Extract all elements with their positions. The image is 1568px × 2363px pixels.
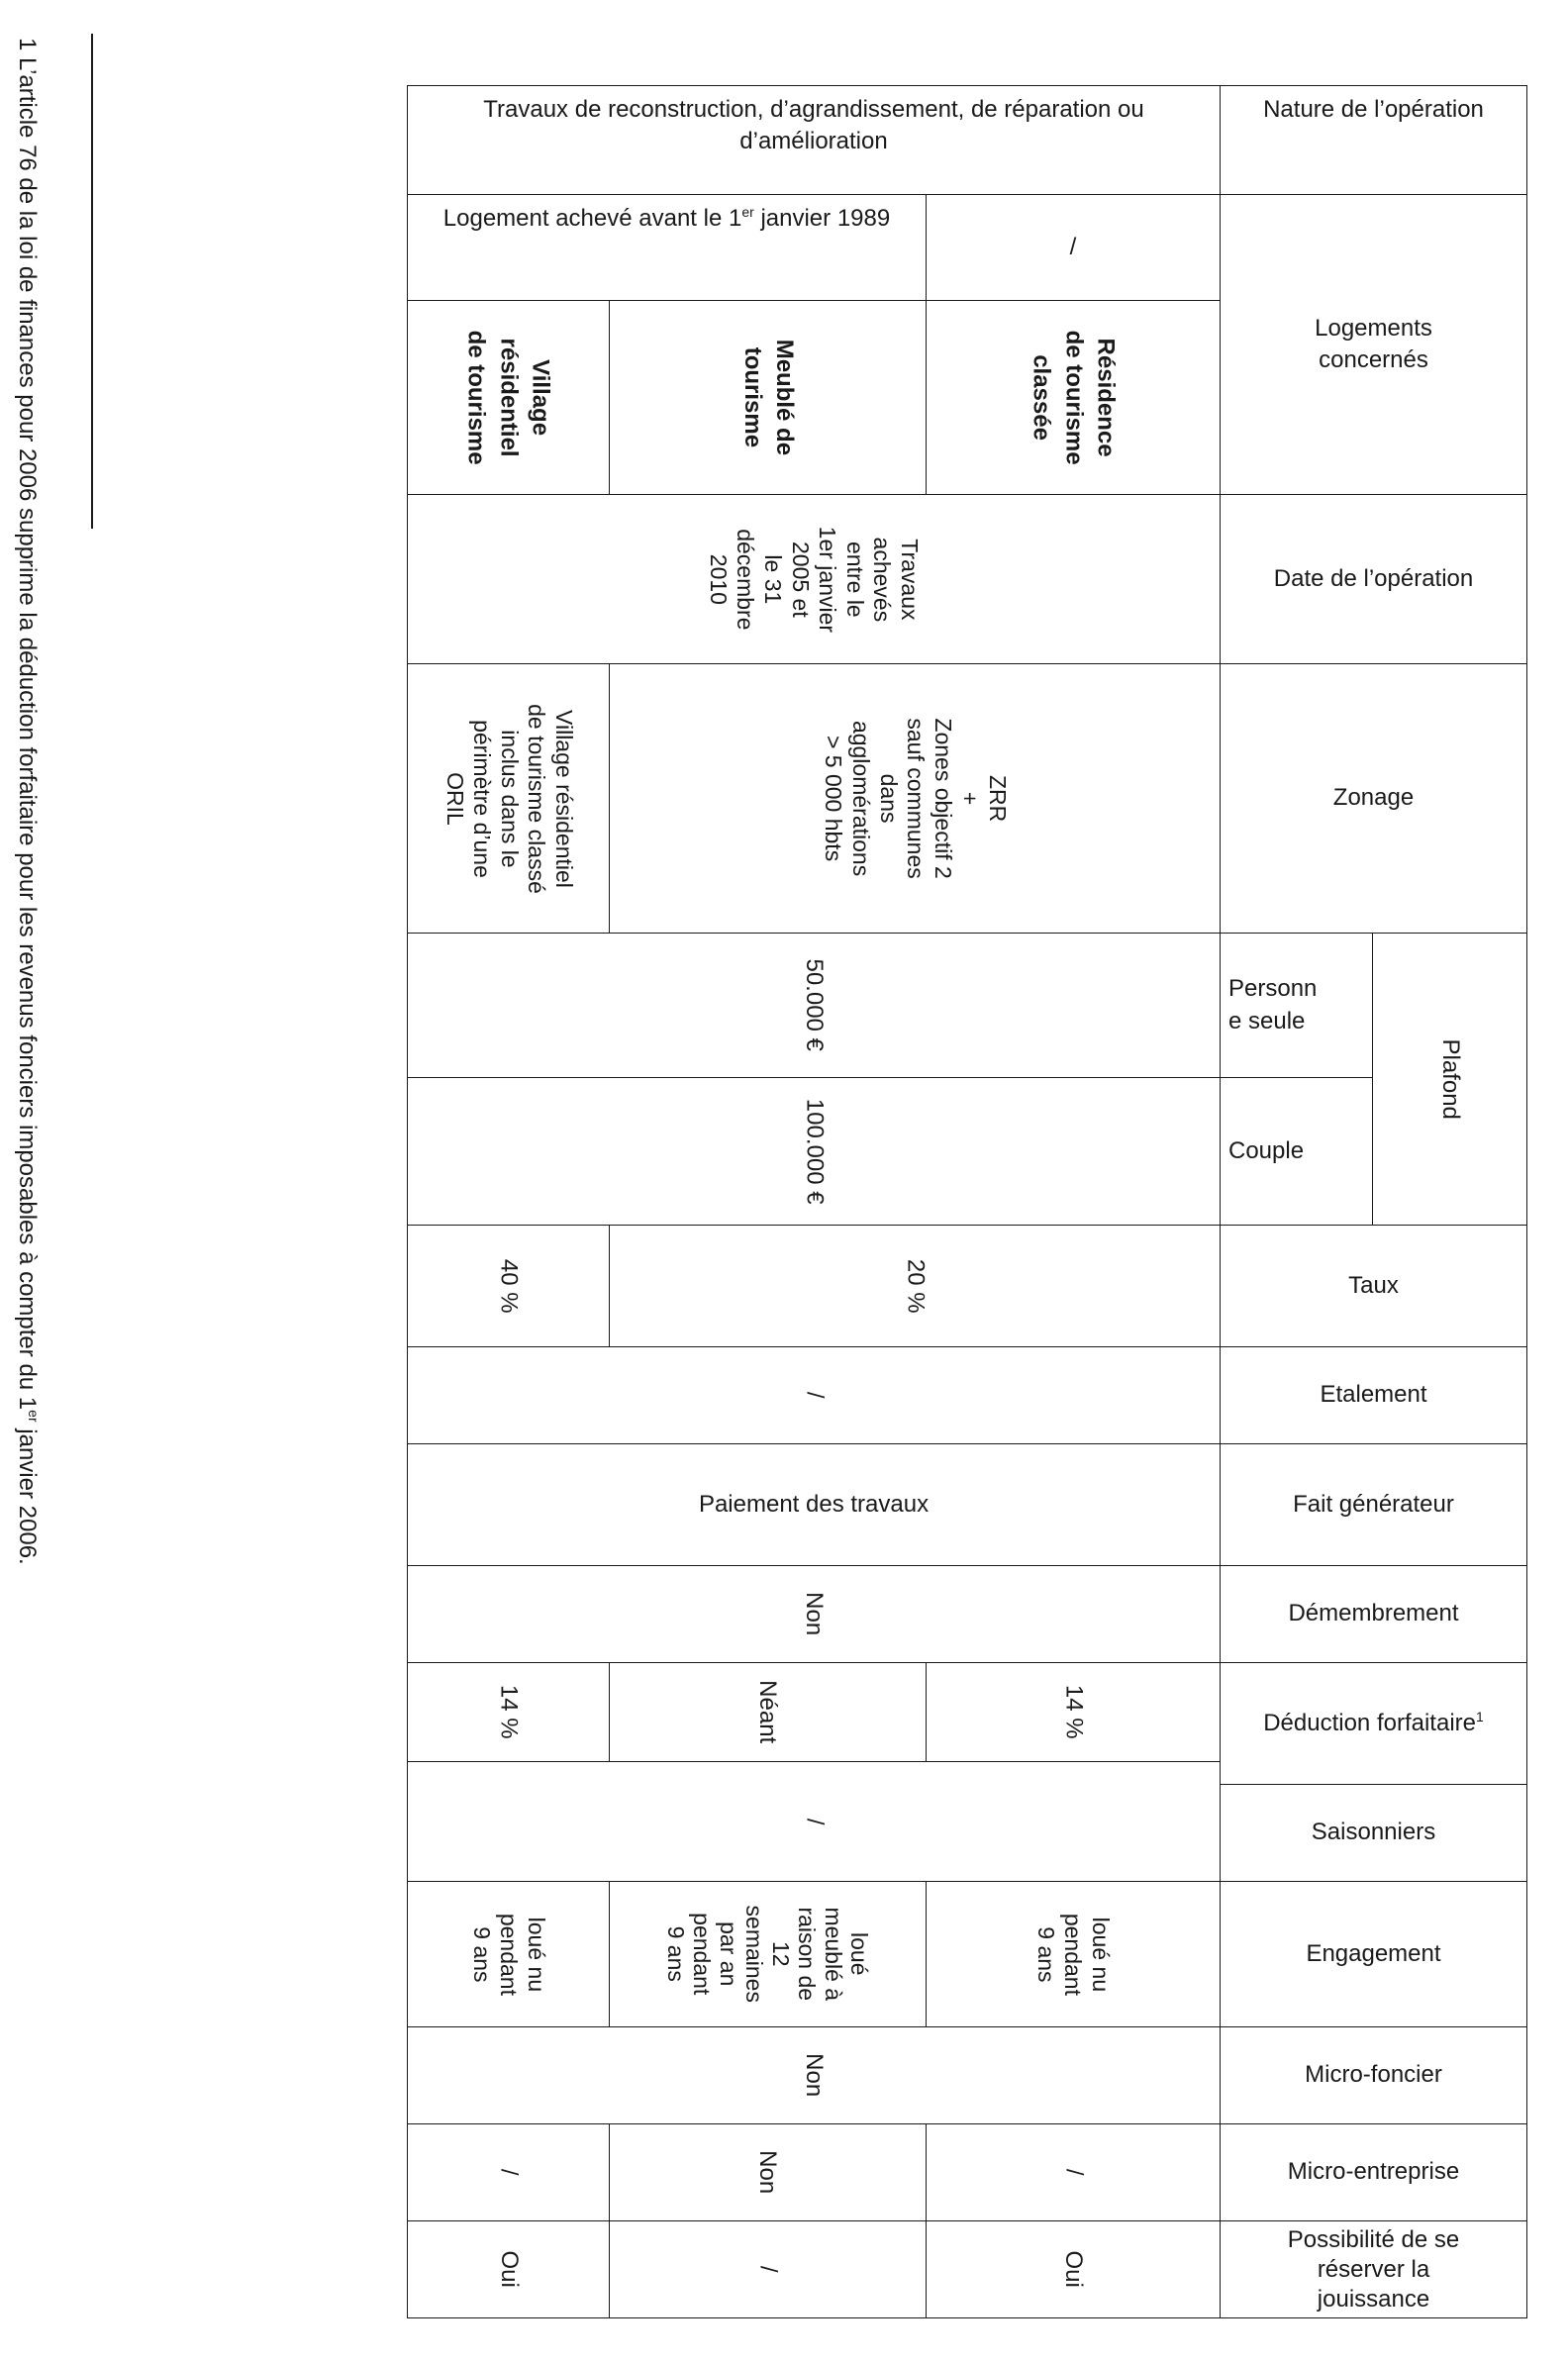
fait-generateur-value-cell [407, 1443, 1221, 1566]
date-value-cell [407, 494, 1221, 664]
logements-concernes-label: Logements concernés [1315, 314, 1432, 373]
taux-village-cell [407, 1225, 610, 1347]
fait-generateur-value: Paiement des travaux [698, 1490, 930, 1518]
etalement-value-cell [407, 1346, 1221, 1444]
saisonniers-value: / [801, 1818, 829, 1825]
plafond-label-cell [1372, 933, 1527, 1226]
deduction-label: Déduction forfaitaire$^1$ [1263, 1708, 1484, 1736]
plafond-seule-value-cell [407, 933, 1221, 1078]
plafond-label: Plafond [1436, 1038, 1464, 1120]
engagement-residence-cell [926, 1881, 1221, 2027]
footnote-separator-line [91, 34, 93, 529]
engagement-village: loué nu pendant 9 ans [468, 1913, 549, 1996]
micro-foncier-value: Non [801, 2053, 829, 2098]
fait-generateur-label-cell [1220, 1443, 1527, 1566]
type-residence: Résidence de tourisme classée [1028, 330, 1120, 465]
micro-foncier-value-cell [407, 2026, 1221, 2124]
deduction-village-cell [407, 1662, 610, 1762]
date-label-cell [1220, 494, 1527, 664]
header-title-cell [407, 85, 1221, 195]
logement-slash: / [1069, 233, 1077, 260]
deduction-residence: 14 % [1060, 1685, 1088, 1739]
header-nature: Nature de l’opération [1263, 96, 1484, 123]
engagement-label-cell [1220, 1881, 1527, 2027]
saisonniers-value-cell [407, 1761, 1221, 1882]
footnote-text-before: L’article 76 de la loi de finances pour 2006 supprime la déduction forfaitaire pour les revenus fonciers imposables à compter du 1 [14, 50, 41, 1411]
zonage-label-cell [1220, 663, 1527, 934]
zonage-village: Village résidentiel de tourisme classé inclus dans le périmètre d’une ORIL [441, 703, 577, 894]
footnote-sup: er [26, 1410, 42, 1423]
reserver-label: Possibilité de se réserver la jouissance [1287, 2225, 1460, 2313]
logements-concernes-cell [1220, 194, 1527, 495]
personne-seule-label: Personn e seule [1228, 975, 1318, 1034]
micro-entreprise-residence: / [1060, 2169, 1088, 2176]
etalement-value: / [801, 1392, 829, 1399]
engagement-residence: loué nu pendant 9 ans [1033, 1913, 1115, 1996]
micro-entreprise-meuble-cell [609, 2123, 927, 2221]
micro-entreprise-residence-cell [926, 2123, 1221, 2221]
logement-acheve: Logement achevé avant le 1er janvier 1989 [442, 204, 891, 232]
type-village: Village résidentiel de tourisme [463, 330, 555, 465]
etalement-label: Etalement [1320, 1381, 1427, 1409]
plafond-couple-value: 100.000 € [801, 1098, 829, 1205]
date-value: Travaux achevés entre le 1er janvier 2005 et le 31 décembre 2010 [706, 526, 924, 633]
reserver-meuble-cell [609, 2220, 927, 2318]
footnote [13, 38, 42, 1565]
micro-foncier-label-cell [1220, 2026, 1527, 2124]
engagement-meuble-cell [609, 1881, 927, 2027]
micro-foncier-label: Micro-foncier [1305, 2061, 1442, 2089]
micro-entreprise-meuble: Non [754, 2150, 782, 2195]
logement-slash-cell [926, 194, 1221, 301]
micro-entreprise-village-cell [407, 2123, 610, 2221]
taux-label-cell [1220, 1225, 1527, 1347]
type-village-cell [407, 300, 610, 495]
plafond-seule-value: 50.000 € [801, 958, 829, 1052]
deduction-footnote-ref: 1 [1475, 1708, 1484, 1724]
taux-main: 20 % [902, 1258, 930, 1314]
plafond-couple-value-cell [407, 1077, 1221, 1226]
reserver-village: Oui [495, 2250, 523, 2289]
header-title: Travaux de reconstruction, d’agrandissement, de réparation ou d’amélioration [483, 96, 1144, 155]
couple-label: Couple [1228, 1136, 1305, 1164]
reserver-label-cell [1220, 2220, 1527, 2318]
type-residence-cell [926, 300, 1221, 495]
reserver-village-cell [407, 2220, 610, 2318]
taux-label: Taux [1348, 1271, 1399, 1299]
micro-entreprise-village: / [495, 2169, 523, 2176]
fait-generateur-label: Fait générateur [1293, 1490, 1454, 1518]
taux-main-cell [609, 1225, 1221, 1347]
type-meuble-cell [609, 300, 927, 495]
micro-entreprise-label: Micro-entreprise [1287, 2158, 1460, 2186]
saisonniers-label: Saisonniers [1311, 1819, 1436, 1846]
zonage-label: Zonage [1332, 784, 1415, 812]
reserver-meuble: / [754, 2266, 782, 2273]
reserver-residence-cell [926, 2220, 1221, 2318]
personne-seule-cell [1220, 933, 1373, 1078]
demembrement-label: Démembrement [1288, 1600, 1459, 1627]
footnote-marker: 1 [14, 38, 41, 51]
etalement-label-cell [1220, 1346, 1527, 1444]
deduction-label-cell [1220, 1662, 1527, 1785]
date-label: Date de l’opération [1273, 564, 1474, 592]
type-meuble: Meublé de tourisme [738, 339, 798, 456]
reserver-residence: Oui [1060, 2250, 1088, 2289]
engagement-label: Engagement [1306, 1939, 1441, 1967]
zonage-village-cell [407, 663, 610, 934]
couple-cell [1220, 1077, 1373, 1226]
logement-acheve-cell [407, 194, 927, 301]
engagement-village-cell [407, 1881, 610, 2027]
deduction-meuble: Néant [754, 1680, 782, 1744]
footnote-text-after: janvier 2006. [14, 1422, 41, 1565]
zonage-main-cell [609, 663, 1221, 934]
saisonniers-label-cell [1220, 1784, 1527, 1882]
micro-entreprise-label-cell [1220, 2123, 1527, 2221]
demembrement-label-cell [1220, 1565, 1527, 1663]
deduction-residence-cell [926, 1662, 1221, 1762]
demembrement-value-cell [407, 1565, 1221, 1663]
engagement-meuble: loué meublé à raison de 12 semaines par an pendant 9 ans [663, 1905, 873, 2004]
deduction-village: 14 % [495, 1685, 523, 1739]
taux-village: 40 % [495, 1258, 523, 1314]
zonage-main: ZRR + Zones objectif 2 sauf communes dans agglomérations > 5 000 hbts [821, 718, 1011, 879]
header-nature-cell [1220, 85, 1527, 195]
deduction-meuble-cell [609, 1662, 927, 1762]
demembrement-value: Non [801, 1592, 829, 1636]
